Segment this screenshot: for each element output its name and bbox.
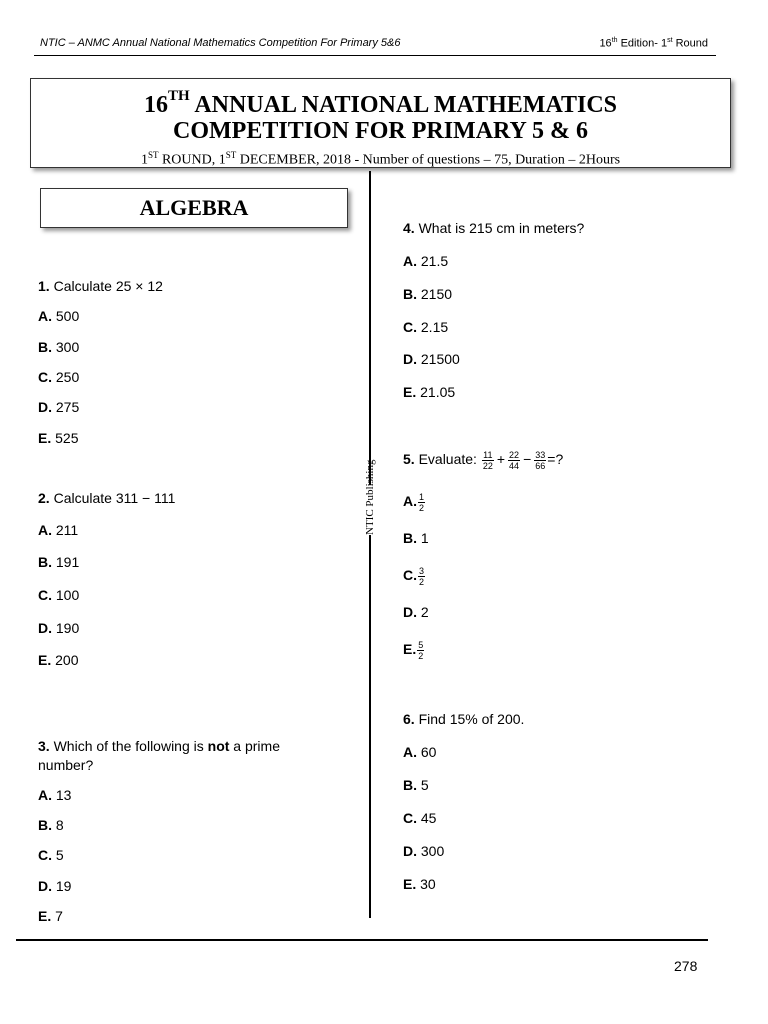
- q6-option-e: E. 30: [403, 876, 436, 892]
- q1-option-d: D. 275: [38, 399, 80, 415]
- question-1: 1. Calculate 25 × 12: [38, 278, 163, 294]
- q4-option-b: B. 2150: [403, 286, 453, 302]
- fraction: $\frac{33}{66}$: [535, 450, 546, 471]
- section-heading: ALGEBRA: [40, 188, 348, 228]
- running-header-edition: 16th Edition- 1st Round: [599, 37, 708, 50]
- question-6: 6. Find 15% of 200.: [403, 711, 525, 727]
- q3-option-e: E. 7: [38, 908, 63, 924]
- question-5: 5. Evaluate: $\frac{11}{22}$ + $\frac{22}{44}$ − $\frac{33}{66}$ =?: [403, 450, 564, 471]
- fraction: $\frac{5}{2}$: [418, 640, 424, 661]
- q3-option-d: D. 19: [38, 878, 72, 894]
- fraction: $\frac{22}{44}$: [509, 450, 520, 471]
- q5-option-c: C. $\frac{3}{2}$: [403, 566, 425, 587]
- q6-option-d: D. 300: [403, 843, 445, 859]
- header-rule: [34, 55, 716, 56]
- q4-option-d: D. 21500: [403, 351, 460, 367]
- title-line-2: COMPETITION FOR PRIMARY 5 & 6: [173, 118, 588, 144]
- title-line-1: 16TH ANNUAL NATIONAL MATHEMATICS: [143, 88, 618, 118]
- title-subline: 1ST ROUND, 1ST DECEMBER, 2018 - Number of questions – 75, Duration – 2Hours: [140, 150, 621, 168]
- q6-option-c: C. 45: [403, 810, 437, 826]
- side-publisher-label: NTIC Publishing: [364, 459, 376, 535]
- q6-option-b: B. 5: [403, 777, 429, 793]
- q4-option-a: A. 21.5: [403, 253, 449, 269]
- fraction: $\frac{11}{22}$: [482, 450, 493, 471]
- question-4: 4. What is 215 cm in meters?: [403, 220, 585, 236]
- q2-option-e: E. 200: [38, 652, 79, 668]
- page-number: 278: [674, 958, 698, 974]
- q4-option-c: C. 2.15: [403, 319, 449, 335]
- q4-option-e: E. 21.05: [403, 384, 456, 400]
- q5-option-a: A. $\frac{1}{2}$: [403, 492, 425, 513]
- question-3: 3. Which of the following is not a prime: [38, 738, 280, 754]
- column-divider: [369, 171, 371, 918]
- footer-rule: [16, 939, 708, 941]
- q2-option-a: A. 211: [38, 522, 79, 538]
- q6-option-a: A. 60: [403, 744, 437, 760]
- fraction: $\frac{3}{2}$: [419, 566, 425, 587]
- q2-option-d: D. 190: [38, 620, 80, 636]
- q2-option-c: C. 100: [38, 587, 80, 603]
- q3-option-a: A. 13: [38, 787, 72, 803]
- question-3-line-2: number?: [38, 757, 94, 773]
- running-header-title: NTIC – ANMC Annual National Mathematics Competition For Primary 5&6: [40, 37, 401, 49]
- q5-option-d: D. 2: [403, 604, 429, 620]
- q3-option-c: C. 5: [38, 847, 64, 863]
- q1-option-c: C. 250: [38, 369, 80, 385]
- q1-option-a: A. 500: [38, 308, 80, 324]
- q3-option-b: B. 8: [38, 817, 64, 833]
- question-2: 2. Calculate 311 − 111: [38, 490, 176, 506]
- title-box: [30, 78, 731, 168]
- q5-option-b: B. 1: [403, 530, 429, 546]
- fraction: $\frac{1}{2}$: [419, 492, 425, 513]
- q1-option-b: B. 300: [38, 339, 80, 355]
- q5-option-e: E. $\frac{5}{2}$: [403, 640, 424, 661]
- q1-option-e: E. 525: [38, 430, 79, 446]
- q2-option-b: B. 191: [38, 554, 80, 570]
